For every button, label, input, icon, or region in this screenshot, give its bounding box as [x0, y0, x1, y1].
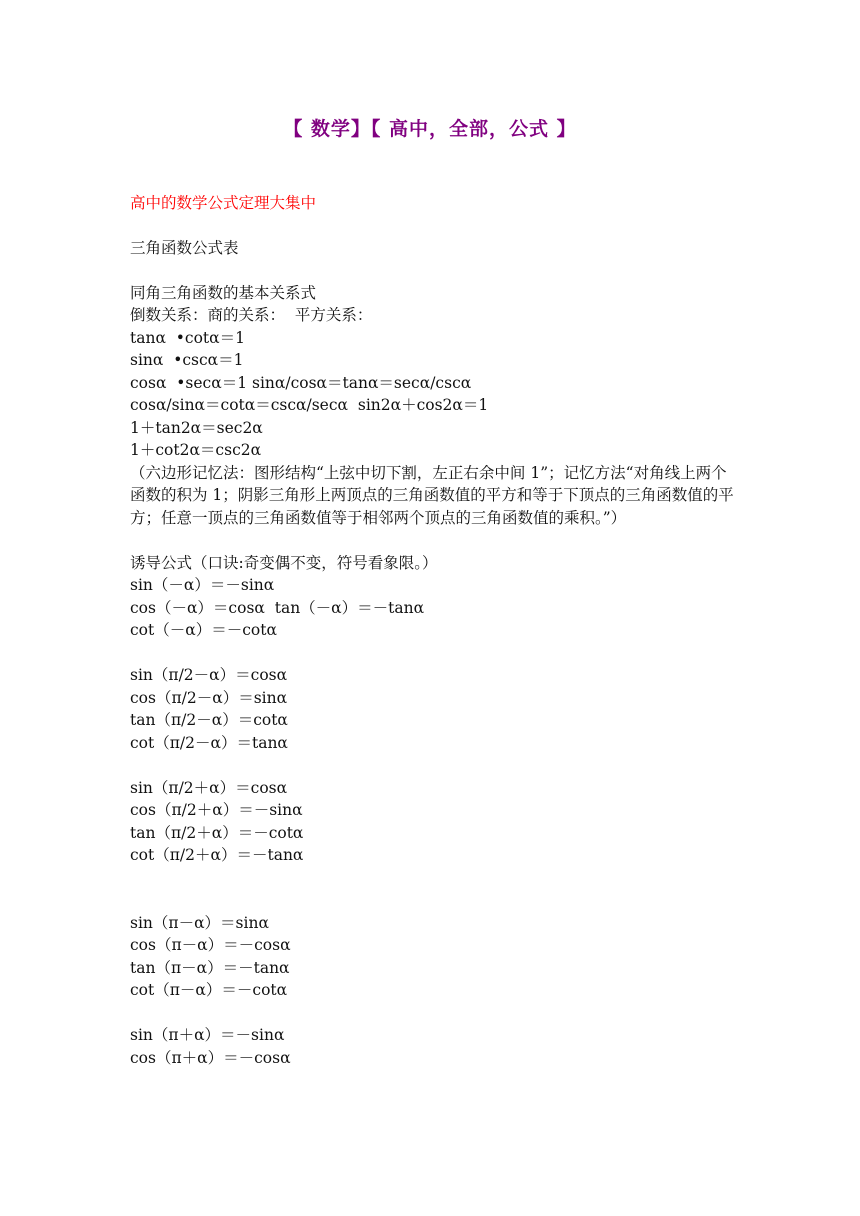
formula-line: tan（π/2－α）＝cotα	[130, 711, 288, 729]
formula-line: 1＋cot2α＝csc2α	[130, 441, 262, 459]
formula-line: cos（π＋α）＝－cosα	[130, 1048, 291, 1067]
page-title: 【 数学】【 高中，全部，公式 】	[283, 118, 577, 140]
formula-line: cot（π/2－α）＝tanα	[130, 733, 288, 752]
formula-line: sin（π－α）＝sinα	[130, 913, 269, 932]
formula-line: sin（π＋α）＝－sinα	[130, 1026, 285, 1044]
spacer	[130, 259, 740, 282]
section-heading: 三角函数公式表	[130, 238, 239, 257]
formula-line: 1＋tan2α＝sec2α	[130, 418, 263, 437]
spacer	[130, 1002, 740, 1025]
spacer	[130, 529, 740, 552]
formula-line: sinα •cscα＝1	[130, 351, 244, 369]
formula-line: sin（π/2－α）＝cosα	[130, 666, 288, 684]
formula-line: cosα •secα＝1 sinα/cosα＝tanα＝secα/cscα	[130, 373, 472, 392]
mnemonic-note: （六边形记忆法：图形结构“上弦中切下割，左正右余中间 1”；记忆方法“对角线上两个函数的积为 1；阴影三角形上两顶点的三角函数值的平方和等于下顶点的三角函数值的平方；任意一顶点的三角函数值等于相邻两个顶点的三角函数值的乘积。”）	[130, 463, 734, 527]
formula-line: cot（－α）＝－cotα	[130, 621, 277, 639]
formula-line: cos（π/2－α）＝sinα	[130, 688, 288, 707]
formula-line: tanα •cotα＝1	[130, 328, 245, 347]
formula-line: sin（－α）＝－sinα	[130, 576, 275, 594]
spacer	[130, 642, 740, 665]
formula-line: cosα/sinα＝cotα＝cscα/secα sin2α＋cos2α＝1	[130, 396, 489, 414]
formula-line: tan（π/2＋α）＝－cotα	[130, 823, 304, 842]
formula-line: sin（π/2＋α）＝cosα	[130, 778, 288, 797]
spacer	[130, 889, 740, 912]
document-body	[130, 192, 740, 1069]
induction-heading: 诱导公式（口诀:奇变偶不变，符号看象限。）	[130, 553, 438, 572]
formula-line: cos（π－α）＝－cosα	[130, 936, 291, 954]
spacer	[130, 754, 740, 777]
formula-line: cot（π/2＋α）＝－tanα	[130, 846, 304, 864]
formula-line: cot（π－α）＝－cotα	[130, 981, 288, 999]
formula-line: tan（π－α）＝－tanα	[130, 958, 290, 977]
formula-line: cos（－α）＝cosα tan（－α）＝－tanα	[130, 598, 425, 617]
subtitle: 高中的数学公式定理大集中	[130, 194, 317, 212]
basic-relations-heading: 同角三角函数的基本关系式	[130, 283, 317, 302]
spacer	[130, 867, 740, 890]
formula-line: 倒数关系：商的关系： 平方关系：	[130, 306, 373, 324]
formula-line: cos（π/2＋α）＝－sinα	[130, 801, 303, 819]
